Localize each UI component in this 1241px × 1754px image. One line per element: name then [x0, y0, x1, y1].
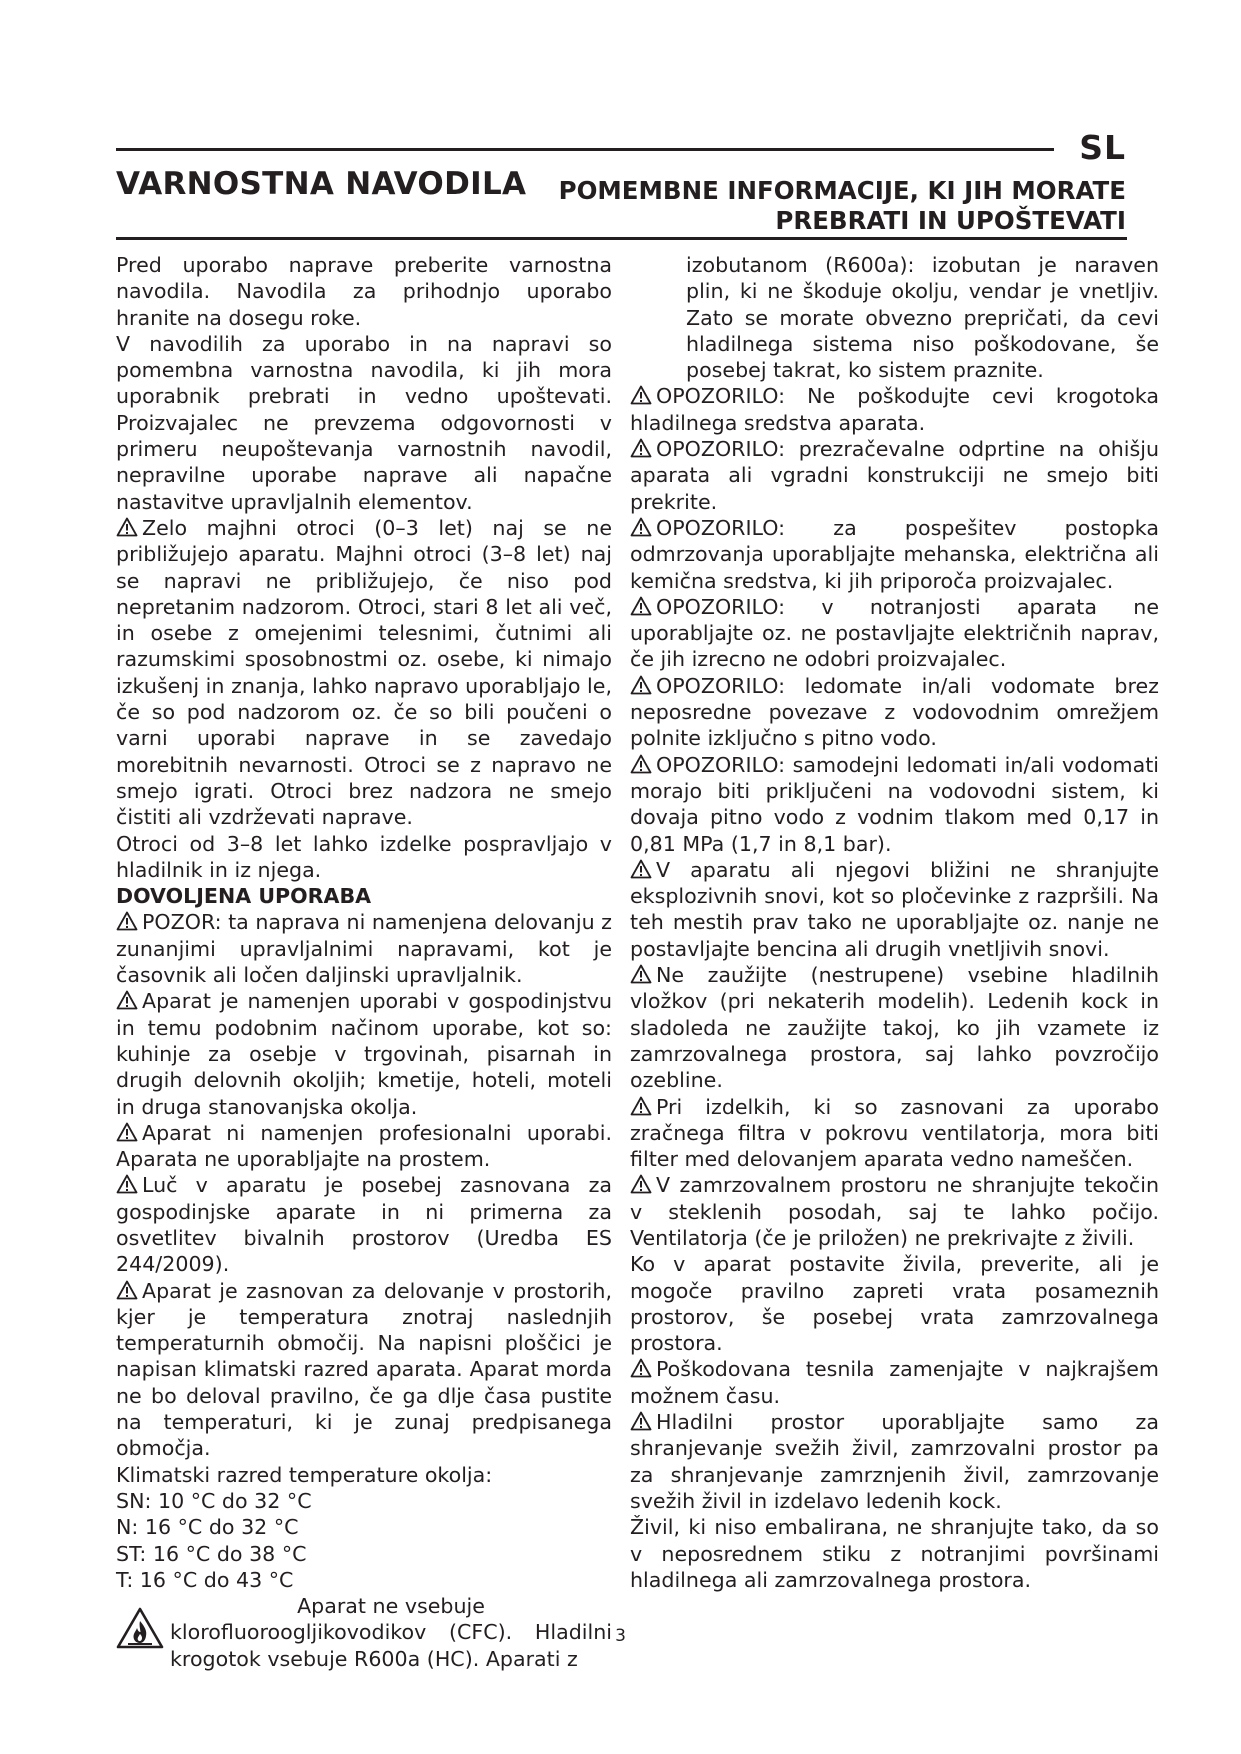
warning-triangle-icon [116, 517, 138, 537]
warning-glass [630, 1172, 1159, 1251]
warning-triangle-icon [630, 438, 652, 458]
header-rule-bottom [116, 237, 1127, 240]
warning-auto-text: OPOZORILO: samodejni ledomati in/ali vodomati morajo biti priključeni na vodovodni sistem, ki dovaja pitno vodo z vodnim tlakom med 0,17 in 0,81 MPa (1,7 in 8,1 bar). [630, 752, 1159, 856]
page-title: VARNOSTNA NAVODILA [116, 166, 527, 202]
warning-electric [630, 594, 1159, 673]
warning-ingest [630, 962, 1159, 1093]
professional-paragraph [116, 1120, 612, 1173]
warning-vents-text: OPOZORILO: prezračevalne odprtine na ohišju aparata ali vgradni konstrukciji ne smejo biti prekrite. [630, 437, 1159, 514]
warning-seals [630, 1356, 1159, 1409]
climate-class-n: N: 16 °C do 32 °C [116, 1515, 299, 1540]
warning-storage [630, 1409, 1159, 1514]
warning-triangle-icon [630, 385, 652, 405]
lamp-paragraph [116, 1172, 612, 1277]
warning-defrost [630, 515, 1159, 594]
isobutane-paragraph: izobutanom (R600a): izobutan je naraven plin, ki ne škoduje okolju, vendar je vnetljiv. Zato se morate obvezno prepričati, da cevi hladilnega sistema niso poškodovane, še posebej takrat, ko sistem praznite. [686, 253, 1159, 383]
warning-ingest-text: Ne zaužijte (nestrupene) vsebine hladilnih vložkov (pri nekaterih modelih). Ledenih kock in sladoleda ne zaužijte takoj, ko jih vzamete iz zamrzovalnega prostora, saj lahko povzročijo ozebline. [630, 963, 1159, 1093]
lamp-text: Luč v aparatu je posebej zasnovana za gospodinjske aparate in ni primerna za osvetlitev bivalnih prostorov (Uredba ES 244/2009). [116, 1173, 612, 1277]
warning-triangle-icon [630, 1358, 652, 1378]
warning-triangle-icon [116, 911, 138, 931]
language-code: SL [1079, 128, 1126, 167]
warning-triangle-icon [630, 964, 652, 984]
header-rule-top [116, 148, 1054, 151]
children-note: Otroci od 3–8 let lahko izdelke pospravljajo v hladilnik in iz njega. [116, 831, 612, 882]
warning-icemakers [630, 673, 1159, 752]
left-column [116, 252, 612, 1673]
intro-paragraph-2: V navodilih za uporabo in na napravi so pomembna varnostna navodila, ki jih mora uporabnik prebrati in vedno upoštevati. Proizvajalec ne prevzema odgovornosti v primeru neupoštevanja varnostnih navodil, nepravilne uporabe naprave ali napačne nastavitve upravljalnih elementov. [116, 331, 612, 514]
unpacked-food-paragraph: Živil, ki niso embalirana, ne shranjujte tako, da so v neposrednem stiku z notranjimi površinami hladilnega ali zamrzovalnega prostora. [630, 1515, 1159, 1592]
climate-class-st: ST: 16 °C do 38 °C [116, 1541, 307, 1566]
refrigerant-rest: klorofluoroogljikovodikov (CFC). Hladilni krogotok vsebuje R600a (HC). Aparati z [170, 1620, 612, 1671]
page-number: 3 [615, 1626, 626, 1646]
household-paragraph [116, 988, 612, 1119]
warning-filter [630, 1094, 1159, 1173]
climate-heading: Klimatski razred temperature okolja: [116, 1462, 493, 1487]
warning-electric-text: OPOZORILO: v notranjosti aparata ne uporabljajte oz. ne postavljajte električnih naprav, če jih izrecno ne odobri proizvajalec. [630, 594, 1159, 672]
warning-triangle-icon [116, 990, 138, 1010]
warning-defrost-text: OPOZORILO: za pospešitev postopka odmrzovanja uporabljajte mehanska, električna ali kemična sredstva, ki jih priporoča proizvajalec. [630, 515, 1159, 593]
warning-auto-icemakers [630, 752, 1159, 857]
warning-pipes [630, 383, 1159, 436]
warning-seals-text: Poškodovana tesnila zamenjajte v najkrajšem možnem času. [630, 1357, 1159, 1408]
climate-class-sn: SN: 10 °C do 32 °C [116, 1488, 312, 1513]
warning-triangle-icon [630, 1174, 652, 1194]
caution-text: POZOR: ta naprava ni namenjena delovanju z zunanjimi upravljalnimi napravami, kot je časovnik ali ločen daljinski upravljalnik. [116, 910, 612, 988]
warning-vents [630, 436, 1159, 515]
warning-explosive-text: V aparatu ali njegovi bližini ne shranjujte eksplozivnih snovi, kot so pločevinke z razpršili. Na teh mestih prav tako ne uporabljajte oz. nanje ne postavljajte bencina ali drugih vnetljivih snovi. [630, 857, 1159, 961]
warning-triangle-icon [630, 754, 652, 774]
warning-triangle-icon [630, 517, 652, 537]
warning-glass-text: V zamrzovalnem prostoru ne shranjujte tekočin v steklenih posodah, saj te lahko počijo. Ventilatorja (če je priložen) ne prekrivajte z živili. [630, 1173, 1159, 1250]
warning-triangle-icon [116, 1280, 138, 1300]
children-warning [116, 515, 612, 831]
right-column [630, 252, 1159, 1593]
intro-paragraph: Pred uporabo naprave preberite varnostna navodila. Navodila za prihodnjo uporabo hranite na dosegu roke. [116, 253, 612, 330]
page-subtitle: POMEMBNE INFORMACIJE, KI JIH MORATE PREBRATI IN UPOŠTEVATI [558, 176, 1126, 235]
climate-class-t: T: 16 °C do 43 °C [116, 1567, 294, 1592]
professional-text: Aparat ni namenjen profesionalni uporabi. Aparata ne uporabljajte na prostem. [116, 1120, 612, 1172]
warning-pipes-text: OPOZORILO: Ne poškodujte cevi krogotoka hladilnega sredstva aparata. [630, 384, 1159, 435]
temperature-paragraph [116, 1278, 612, 1462]
warning-triangle-icon [116, 1122, 138, 1142]
warning-filter-text: Pri izdelkih, ki so zasnovani za uporabo zračnega filtra v pokrovu ventilatorja, mora biti filter med delovanjem aparata vedno nameščen. [630, 1094, 1159, 1172]
warning-explosive [630, 857, 1159, 962]
warning-triangle-icon [630, 859, 652, 879]
doors-paragraph: Ko v aparat postavite živila, preverite, ali je mogoče pravilno zapreti vrata posameznih prostorov, še posebej vrata zamrzovalnega prostora. [630, 1252, 1159, 1356]
warning-icemakers-text: OPOZORILO: ledomate in/ali vodomate brez neposredne povezave z vodovodnim omrežjem polnite izključno s pitno vodo. [630, 673, 1159, 751]
warning-storage-text: Hladilni prostor uporabljajte samo za shranjevanje svežih živil, zamrzovalni prostor pa za shranjevanje zamrznjenih živil, zamrzovanje svežih živil in izdelavo ledenih kock. [630, 1410, 1159, 1513]
warning-triangle-icon [630, 675, 652, 695]
permitted-use-heading: DOVOLJENA UPORABA [116, 884, 372, 909]
children-warning-text: Zelo majhni otroci (0–3 let) naj se ne približujejo aparatu. Majhni otroci (3–8 let) naj se napravi ne približujejo, če niso pod nepretanim nadzorom. Otroci, stari 8 let ali več, in osebe z omejenimi telesnimi, čutnimi ali razumskimi sposobnostmi oz. osebe, ki nimajo izkušenj in znanja, lahko napravo uporabljajo le, če so pod nadzorom oz. če so bili poučeni o varni uporabi naprave in se zavedajo morebitnih nevarnosti. Otroci se z napravo ne smejo igrati. Otroci brez nadzora ne smejo čistiti ali vzdrževati naprave. [116, 515, 612, 830]
warning-triangle-icon [630, 1096, 652, 1116]
warning-triangle-icon [630, 596, 652, 616]
temperature-text: Aparat je zasnovan za delovanje v prostorih, kjer je temperatura znotraj naslednjih temperaturnih območij. Na napisni ploščici je napisan klimatski razred aparata. Aparat morda ne bo deloval pravilno, če ga dlje časa pustite na temperaturi, ki je zunaj predpisanega območja. [116, 1278, 612, 1461]
household-text: Aparat je namenjen uporabi v gospodinjstvu in temu podobnim načinom uporabe, kot so: kuhinje za osebje v trgovinah, pisarnah in drugih delovnih okoljih; kmetije, hoteli, moteli in druga stanovanjska okolja. [116, 989, 612, 1119]
refrigerant-first-line: Aparat ne vsebuje [297, 1594, 485, 1619]
warning-triangle-icon [630, 1411, 652, 1431]
warning-triangle-icon [116, 1174, 138, 1194]
caution-paragraph [116, 909, 612, 988]
